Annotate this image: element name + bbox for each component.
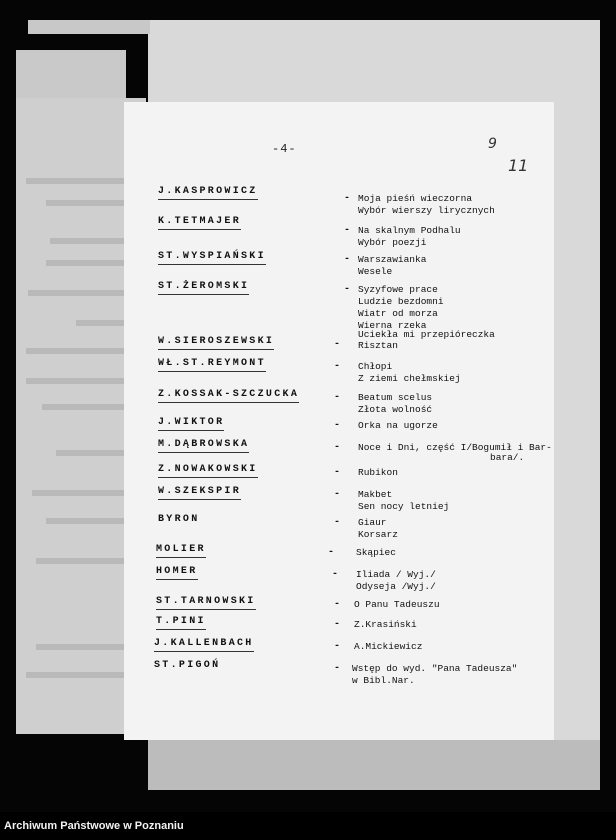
author-pini: T.PINI — [156, 616, 206, 630]
title-line: Z ziemi chełmskiej — [358, 373, 461, 384]
title-line: Z.Krasiński — [354, 619, 417, 630]
page-number: -4- — [272, 142, 297, 156]
title-line: A.Mickiewicz — [354, 641, 423, 652]
title-line: Skąpiec — [356, 547, 396, 558]
title-line: Uciekła mi przepióreczka — [358, 329, 495, 340]
title-line: Makbet — [358, 489, 393, 500]
ghost-text-line — [26, 178, 134, 184]
ghost-text-line — [26, 348, 132, 354]
author-sieroszewski: W.SIEROSZEWSKI — [158, 336, 274, 350]
ghost-text-line — [50, 238, 134, 244]
title-line: Wesele — [358, 266, 393, 277]
title-line: Beatum scelus — [358, 392, 433, 403]
separator-dash: - — [332, 569, 339, 580]
ghost-text-line — [26, 378, 126, 384]
ghost-text-line — [42, 404, 132, 410]
title-line: Syzyfowe prace — [358, 284, 438, 295]
title-line: Moja pieśń wieczorna — [358, 193, 473, 204]
separator-dash: - — [334, 361, 341, 372]
title-line: Warszawianka — [358, 254, 427, 265]
author-homer: HOMER — [156, 566, 198, 580]
ghost-text-line — [28, 290, 128, 296]
folder-edge — [28, 20, 150, 34]
author-nowakowski: Z.NOWAKOWSKI — [158, 464, 258, 478]
author-dabrowska: M.DĄBROWSKA — [158, 439, 249, 453]
author-wiktor: J.WIKTOR — [158, 417, 224, 431]
ghost-text-line — [36, 558, 132, 564]
separator-dash: - — [334, 339, 341, 350]
author-tetmajer: K.TETMAJER — [158, 216, 241, 230]
title-line: Na skalnym Podhalu — [358, 225, 461, 236]
ghost-text-line — [26, 672, 132, 678]
author-kossak-szczucka: Z.KOSSAK-SZCZUCKA — [158, 389, 299, 403]
author-tarnowski: ST.TARNOWSKI — [156, 596, 256, 610]
ghost-text-line — [46, 200, 126, 206]
title-line: Orka na ugorze — [358, 420, 438, 431]
author-reymont: WŁ.ST.REYMONT — [158, 358, 266, 372]
separator-dash: - — [334, 663, 341, 674]
separator-dash: - — [344, 193, 351, 204]
title-line: Wiatr od morza — [358, 308, 438, 319]
title-line: bara/. — [490, 452, 525, 463]
separator-dash: - — [334, 420, 341, 431]
archive-label: Archiwum Państwowe w Poznaniu — [4, 820, 184, 832]
separator-dash: - — [334, 619, 341, 630]
separator-dash: - — [334, 599, 341, 610]
author-pigon: ST.PIGOŃ — [154, 660, 221, 671]
title-line: Złota wolność — [358, 404, 433, 415]
separator-dash: - — [344, 225, 351, 236]
title-line: Wybór wierszy lirycznych — [358, 205, 495, 216]
separator-dash: - — [334, 467, 341, 478]
title-line: Korsarz — [358, 529, 398, 540]
separator-dash: - — [334, 641, 341, 652]
title-line: Ludzie bezdomni — [358, 296, 444, 307]
separator-dash: - — [334, 517, 341, 528]
author-szekspir: W.SZEKSPIR — [158, 486, 241, 500]
ghost-text-line — [46, 518, 126, 524]
author-kallenbach: J.KALLENBACH — [154, 638, 254, 652]
author-wyspianski: ST.WYSPIAŃSKI — [158, 251, 266, 265]
ghost-text-line — [46, 260, 134, 266]
title-line: Iliada / Wyj./ — [356, 569, 436, 580]
ghost-text-line — [76, 320, 126, 326]
title-line: w Bibl.Nar. — [352, 675, 415, 686]
title-line: Chłopi — [358, 361, 393, 372]
ghost-text-line — [56, 450, 126, 456]
folio-old: 9 — [488, 136, 497, 152]
folio-new: 11 — [508, 156, 529, 175]
separator-dash: - — [344, 284, 351, 295]
separator-dash: - — [334, 442, 341, 453]
title-line: Wybór poezji — [358, 237, 427, 248]
title-line: Wstęp do wyd. "Pana Tadeusza" — [352, 663, 518, 674]
author-molier: MOLIER — [156, 544, 206, 558]
title-line: Odyseja /Wyj./ — [356, 581, 436, 592]
title-line: Noce i Dni, część I/Bogumił i Bar- — [358, 442, 552, 453]
title-line: Sen nocy letniej — [358, 501, 450, 512]
folder-bottom — [148, 740, 600, 790]
title-line: Wierna rzeka — [358, 320, 427, 331]
separator-dash: - — [328, 547, 335, 558]
ghost-text-line — [32, 490, 132, 496]
title-line: Risztan — [358, 340, 398, 351]
author-kasprowicz: J.KASPROWICZ — [158, 186, 258, 200]
author-byron: BYRON — [158, 514, 200, 525]
author-zeromski: ST.ŻEROMSKI — [158, 281, 249, 295]
separator-dash: - — [334, 392, 341, 403]
ghost-text-line — [36, 644, 132, 650]
separator-dash: - — [334, 489, 341, 500]
title-line: Giaur — [358, 517, 387, 528]
left-tab-sheet — [16, 50, 126, 102]
archive-footer — [0, 812, 616, 840]
title-line: O Panu Tadeuszu — [354, 599, 440, 610]
separator-dash: - — [344, 254, 351, 265]
title-line: Rubikon — [358, 467, 398, 478]
